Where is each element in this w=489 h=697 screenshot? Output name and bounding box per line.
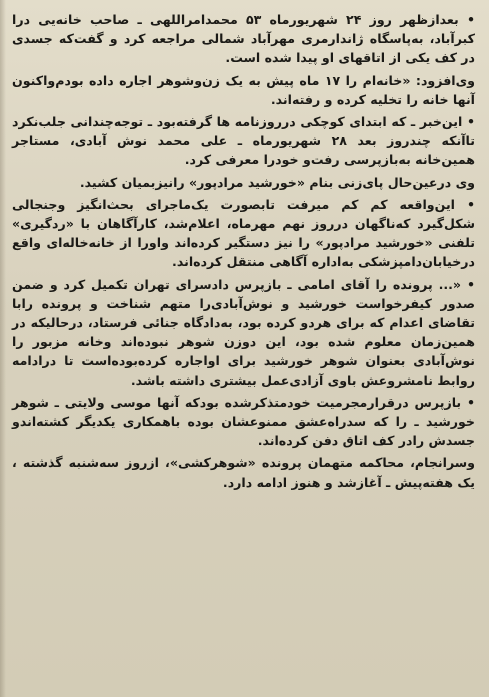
paragraph-arrest: • این‌واقعه کم کم میرفت تابصورت یک‌ماجرای بحث‌انگیز وجنجالی شکل‌گیرد که‌ناگهان درروز نهم مهرماه، اعلام‌شد، کارآگاهان با «ردگیری» تلفنی «خورشید مرادپور» را نیز دستگیر کرده‌اند واورا از خانه‌خاله‌ای واقع درخیابان‌دامپزشکی به‌اداره آگاهی منتقل کرده‌اند. <box>12 196 475 270</box>
paragraph-woman-named: وی درعین‌حال پای‌زنی بنام «خورشید مرادپور» رانیزبمیان کشید. <box>79 174 475 190</box>
paragraph-murder-detail: • بازپرس درقرارمجرمیت خودمتذکرشده بودکه آنها موسی ولایتی ـ شوهر خورشید ـ را که سدراه‌عشق ممنوعشان بوده باهمکاری یکدیگر کشته‌اندو جسدش رادر کف اتاق دفن کرده‌اند. <box>12 394 475 449</box>
paragraph-trial: وسرانجام، محاکمه متهمان پرونده «شوهرکشی»، ازروز سه‌شنبه گذشته ، یک هفته‌پیش ـ آغازشد و هنوز ادامه دارد. <box>12 455 475 490</box>
paragraph-indictment: • «... پرونده را آقای امامی ـ بازپرس دادسرای تهران تکمیل کرد و ضمن صدور کیفرخواست خورشید و نوش‌آبادی‌را متهم شناخت و پرونده رابا تقاضای اعدام که برای هردو کرده بود، به‌دادگاه جنائی فرستاد، درحالیکه در همین‌زمان معلوم شده بود، این دوزن شوهر نبوده‌اند وخانه مزبور را نوش‌آبادی بعنوان شوهر خورشید برای اواجاره کرده‌بوده‌است تا درادامه روابط نامشروعش باوی آزادی‌عمل بیشتری داشته باشد. <box>12 276 475 388</box>
paragraph-tenant-surrender: • این‌خبر ـ که ابتدای کوچکی درروزنامه ها گرفته‌بود ـ توجه‌چندانی جلب‌نکرد تاآنکه چندروز بعد ۲۸ شهریورماه ـ علی محمد نوش آبادی، مستاجر همین‌خانه به‌بازپرسی رفت‌و خودرا معرفی کرد. <box>12 114 475 168</box>
paragraph-report: • بعدازظهر روز ۲۴ شهریورماه ۵۳ محمدامراللهی ـ صاحب خانه‌یی درا کبرآباد، به‌پاسگاه ژاندارمری مهرآباد شمالی مراجعه کرد و گفت‌که جسدی در کف یکی از اتاقهای او پیدا شده است. <box>12 12 475 66</box>
scan-edge-shadow <box>0 0 6 697</box>
paragraph-owner-statement: وی‌افزود: «خانه‌ام را ۱۷ ماه پیش به یک زن‌وشوهر اجاره داده بودم‌واکنون آنها خانه را تخلیه کرده و رفته‌اند. <box>12 72 475 107</box>
